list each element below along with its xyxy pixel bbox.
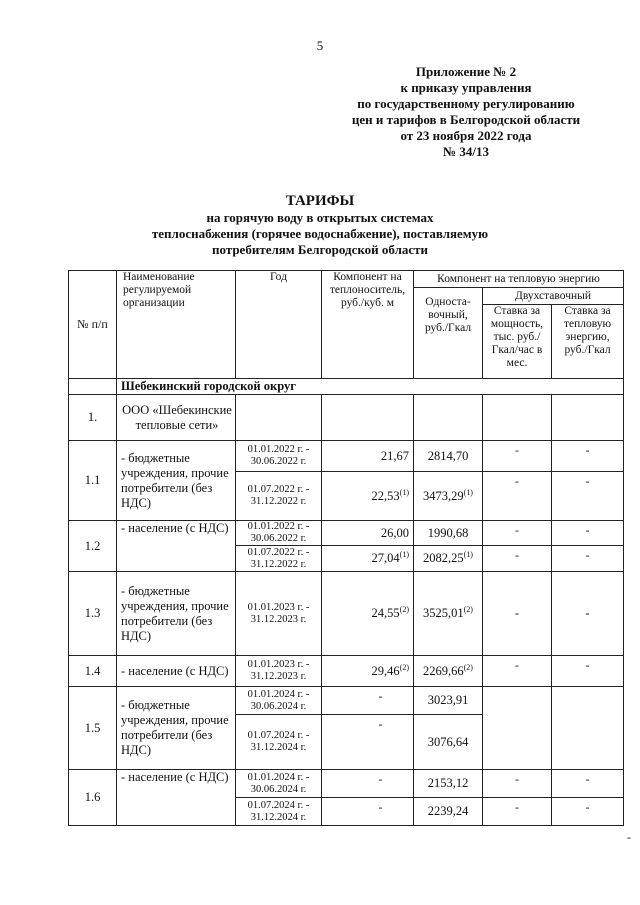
energy-rate-value: - — [552, 521, 624, 546]
energy-rate-value: - — [552, 472, 624, 521]
consumer-group: - население (с НДС) — [117, 656, 236, 687]
single-rate-value: 3023,91 — [414, 687, 483, 715]
row-number: 1.1 — [69, 441, 117, 521]
consumer-group: - бюджетные учреждения, прочие потребители (без НДС) — [117, 572, 236, 656]
period-cell: 01.01.2024 г. - 30.06.2024 г. — [236, 770, 322, 798]
carrier-value: - — [322, 715, 414, 770]
document-title — [0, 193, 640, 258]
table-row — [69, 441, 624, 472]
single-rate-value: 3525,01$^{(2)}$ — [414, 572, 483, 656]
power-rate-value: - — [483, 521, 552, 546]
section-row — [69, 379, 624, 395]
carrier-value: 21,67 — [322, 441, 414, 472]
page-number: 5 — [316, 38, 324, 53]
single-rate-value: 2239,24 — [414, 798, 483, 826]
carrier-value: - — [322, 770, 414, 798]
energy-rate-value — [552, 687, 624, 770]
carrier-value: - — [322, 687, 414, 715]
row-number: 1.3 — [69, 572, 117, 656]
header-power-rate: Ставка за мощность, тыс. руб./ Гкал/час в мес. — [483, 305, 552, 379]
margin-mark: - — [627, 830, 631, 844]
period-cell: 01.07.2024 г. - 31.12.2024 г. — [236, 798, 322, 826]
power-rate-value: - — [483, 656, 552, 687]
single-rate-value: 2814,70 — [414, 441, 483, 472]
period-cell: 01.01.2022 г. - 30.06.2022 г. — [236, 441, 322, 472]
single-rate-value: 2153,12 — [414, 770, 483, 798]
single-rate-value: 2082,25$^{(1)}$ — [414, 546, 483, 572]
power-rate-value: - — [483, 770, 552, 798]
single-rate-value: 1990,68 — [414, 521, 483, 546]
period-cell: 01.07.2022 г. - 31.12.2022 г. — [236, 546, 322, 572]
header-energy-rate: Ставка за тепловую энергию, руб./Гкал — [552, 305, 624, 379]
table-row — [69, 656, 624, 687]
period-cell: 01.01.2024 г. - 30.06.2024 г. — [236, 687, 322, 715]
period-cell: 01.01.2022 г. - 30.06.2022 г. — [236, 521, 322, 546]
consumer-group: - бюджетные учреждения, прочие потребители (без НДС) — [117, 687, 236, 770]
appendix-block — [320, 64, 612, 160]
period-cell: 01.07.2022 г. - 31.12.2022 г. — [236, 472, 322, 521]
carrier-value: 22,53$^{(1)}$ — [322, 472, 414, 521]
single-rate-value: 3473,29$^{(1)}$ — [414, 472, 483, 521]
energy-rate-value: - — [552, 770, 624, 798]
carrier-value: 27,04$^{(1)}$ — [322, 546, 414, 572]
row-number: 1.5 — [69, 687, 117, 770]
energy-rate-value: - — [552, 546, 624, 572]
power-rate-value: - — [483, 572, 552, 656]
power-rate-value: - — [483, 546, 552, 572]
header-num: № п/п — [69, 271, 117, 379]
energy-rate-value: - — [552, 572, 624, 656]
table-row — [69, 687, 624, 715]
title-line: теплоснабжения (горячее водоснабжение), поставляемую — [151, 226, 489, 241]
row-number: 1. — [69, 395, 117, 441]
section-title: Шебекинский городской округ — [117, 379, 624, 395]
appendix-line: Приложение № 2 — [415, 64, 517, 79]
org-name: ООО «Шебекинские тепловые сети» — [117, 395, 236, 441]
carrier-value: 29,46$^{(2)}$ — [322, 656, 414, 687]
energy-rate-value: - — [552, 656, 624, 687]
title-line: потребителям Белгородской области — [211, 242, 429, 257]
table-row — [69, 521, 624, 546]
header-org: Наименование регулируемой организации — [117, 271, 236, 379]
row-number: 1.4 — [69, 656, 117, 687]
consumer-group: - население (с НДС) — [117, 521, 236, 572]
single-rate-value: 3076,64 — [414, 715, 483, 770]
carrier-value: 24,55$^{(2)}$ — [322, 572, 414, 656]
consumer-group: - бюджетные учреждения, прочие потребители (без НДС) — [117, 441, 236, 521]
header-carrier: Компонент на теплоноситель, руб./куб. м — [322, 271, 414, 379]
power-rate-value: - — [483, 472, 552, 521]
appendix-line: по государственному регулированию — [357, 96, 575, 111]
table-row — [69, 572, 624, 656]
appendix-line: № 34/13 — [443, 144, 489, 159]
org-row — [69, 395, 624, 441]
header-single-rate: Односта-вочный, руб./Гкал — [414, 288, 483, 379]
carrier-value: 26,00 — [322, 521, 414, 546]
title-main: ТАРИФЫ — [285, 193, 355, 209]
appendix-line: от 23 ноября 2022 года — [400, 128, 532, 143]
title-line: на горячую воду в открытых системах — [206, 210, 434, 225]
appendix-line: цен и тарифов в Белгородской области — [351, 112, 581, 127]
period-cell: 01.07.2024 г. - 31.12.2024 г. — [236, 715, 322, 770]
header-energy: Компонент на тепловую энергию — [414, 271, 624, 288]
energy-rate-value: - — [552, 798, 624, 826]
header-two-rate: Двухставочный — [483, 288, 624, 305]
row-number: 1.6 — [69, 770, 117, 826]
tariff-table — [68, 270, 624, 826]
power-rate-value — [483, 687, 552, 770]
row-number: 1.2 — [69, 521, 117, 572]
period-cell: 01.01.2023 г. - 31.12.2023 г. — [236, 656, 322, 687]
energy-rate-value: - — [552, 441, 624, 472]
consumer-group: - население (с НДС) — [117, 770, 236, 826]
carrier-value: - — [322, 798, 414, 826]
single-rate-value: 2269,66$^{(2)}$ — [414, 656, 483, 687]
table-row — [69, 770, 624, 798]
power-rate-value: - — [483, 798, 552, 826]
header-year: Год — [236, 271, 322, 379]
period-cell: 01.01.2023 г. - 31.12.2023 г. — [236, 572, 322, 656]
power-rate-value: - — [483, 441, 552, 472]
appendix-line: к приказу управления — [400, 80, 532, 95]
